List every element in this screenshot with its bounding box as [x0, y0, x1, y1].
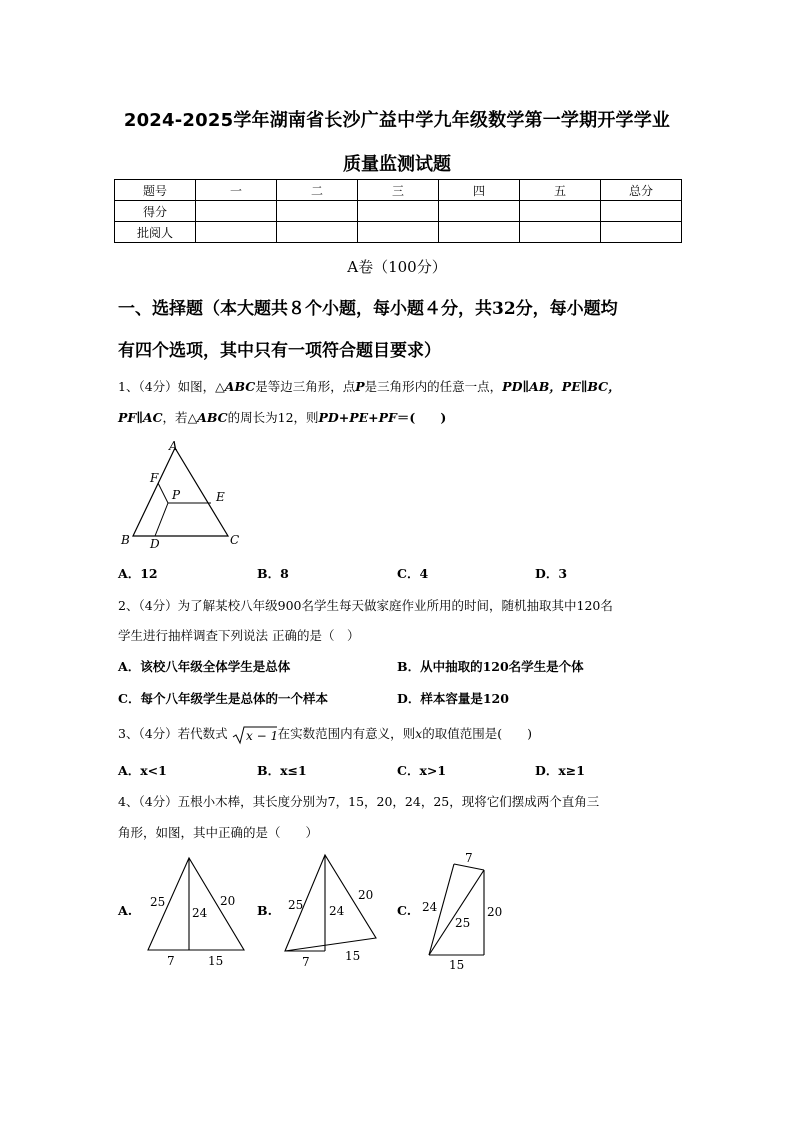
label-p: P — [172, 488, 181, 502]
score-cell: 四 — [439, 180, 520, 201]
grader-input-cell[interactable] — [196, 222, 277, 243]
label-b: B — [121, 533, 130, 547]
score-cell: 一 — [196, 180, 277, 201]
segment-pd — [155, 503, 168, 536]
q4-option-c[interactable]: C. — [397, 903, 412, 918]
figb-label-25: 25 — [288, 898, 304, 912]
q1-text-c: 是三角形内的任意一点， — [364, 379, 503, 394]
score-input-cell[interactable] — [601, 201, 682, 222]
q2-option-a[interactable]: A．该校八年级全体学生是总体 — [118, 659, 291, 674]
q1-text-f: ＝( ) — [396, 410, 447, 425]
q1-text-b: 是等边三角形，点 — [255, 379, 356, 394]
grader-input-cell[interactable] — [520, 222, 601, 243]
score-input-cell[interactable] — [196, 201, 277, 222]
q3-x: x — [415, 726, 423, 741]
label-a: A — [169, 439, 178, 453]
q4-option-b[interactable]: B. — [257, 903, 272, 918]
figb-label-15: 15 — [345, 949, 361, 963]
score-input-cell[interactable] — [277, 201, 358, 222]
grader-input-cell[interactable] — [358, 222, 439, 243]
q2-number: 2、（4分） — [118, 598, 178, 613]
q4-text: 五根小木棒，其长度分别为7，15，20，24，25，现将它们摆成两个直角三 — [177, 794, 600, 809]
label-d: D — [150, 537, 160, 551]
figb-label-7: 7 — [302, 955, 310, 969]
q3-line1 — [118, 724, 532, 745]
q1-triangle-2: △ABC — [187, 410, 228, 425]
q4-figure-a — [140, 850, 255, 972]
score-table-row-score — [115, 201, 682, 222]
q1-text-a: 如图， — [177, 379, 216, 394]
q4-line2: 角形，如图，其中正确的是（ ） — [118, 825, 319, 840]
q1-triangle-figure — [115, 436, 250, 551]
q1-option-a[interactable]: A．12 — [118, 566, 158, 581]
score-table — [114, 179, 682, 243]
q3-text-a: 若代数式 — [177, 726, 228, 741]
figc-label-7: 7 — [465, 851, 473, 865]
grader-input-cell[interactable] — [439, 222, 520, 243]
q1-option-b[interactable]: B．8 — [257, 566, 289, 581]
label-e: E — [216, 490, 225, 504]
q1-point-p: P — [355, 379, 365, 394]
label-c: C — [230, 533, 240, 547]
section-a-heading: A卷（100分） — [347, 258, 447, 276]
score-input-cell[interactable] — [520, 201, 601, 222]
q1-parallel-2: PF∥AC — [118, 410, 163, 425]
score-cell: 三 — [358, 180, 439, 201]
score-input-cell[interactable] — [358, 201, 439, 222]
q4-line1 — [118, 792, 599, 810]
q1-option-d[interactable]: D．3 — [535, 566, 568, 581]
q4-number: 4、（4分） — [118, 794, 178, 809]
grader-input-cell[interactable] — [277, 222, 358, 243]
q1-triangle: △ABC — [215, 379, 256, 394]
figb-label-24: 24 — [329, 904, 345, 918]
figc-label-25: 25 — [455, 916, 471, 930]
figc-label-15: 15 — [449, 958, 465, 972]
q3-option-b[interactable]: B．x≤1 — [257, 763, 307, 778]
score-input-cell[interactable] — [439, 201, 520, 222]
q3-option-a[interactable]: A．x<1 — [118, 763, 167, 778]
section-one-heading-line2: 有四个选项，其中只有一项符合题目要求） — [118, 341, 441, 361]
figa-label-15: 15 — [208, 954, 224, 968]
figc-label-20: 20 — [487, 905, 503, 919]
q1-line2 — [118, 408, 446, 426]
q4-figure-b — [278, 850, 388, 972]
q2-line2: 学生进行抽样调查下列说法 正确的是（ ） — [118, 628, 360, 643]
score-cell: 批阅人 — [115, 222, 196, 243]
q3-text-c: 的取值范围是( ) — [422, 726, 532, 741]
score-cell: 题号 — [115, 180, 196, 201]
score-cell: 二 — [277, 180, 358, 201]
q1-parallel: PD∥AB，PE∥BC， — [502, 379, 621, 394]
grader-input-cell[interactable] — [601, 222, 682, 243]
sqrt-expression — [232, 725, 278, 745]
q2-option-b[interactable]: B．从中抽取的120名学生是个体 — [397, 659, 584, 674]
q2-option-d[interactable]: D．样本容量是120 — [397, 691, 509, 706]
q1-number: 1、（4分） — [118, 379, 178, 394]
label-f: F — [150, 471, 159, 485]
q3-option-d[interactable]: D．x≥1 — [535, 763, 585, 778]
score-cell: 总分 — [601, 180, 682, 201]
q1-text-d: ，若 — [162, 410, 188, 425]
q4-option-a[interactable]: A. — [118, 903, 133, 918]
figa-label-24: 24 — [192, 906, 208, 920]
score-cell: 得分 — [115, 201, 196, 222]
sqrt-radicand: x − 1 — [245, 728, 278, 743]
section-one-heading-line1: 一、选择题（本大题共８个小题，每小题４分，共32分，每小题均 — [118, 299, 618, 319]
score-cell: 五 — [520, 180, 601, 201]
q3-text-b: 在实数范围内有意义，则 — [277, 726, 416, 741]
q1-expr: PD+PE+PF — [318, 410, 397, 425]
figb-label-20: 20 — [358, 888, 374, 902]
score-table-row-header — [115, 180, 682, 201]
segment-pf — [158, 483, 168, 503]
triangle-abc-shape — [133, 448, 228, 536]
q2-line1 — [118, 596, 613, 614]
q4-figure-c — [418, 848, 523, 973]
figa-label-7: 7 — [167, 954, 175, 968]
q3-number: 3、（4分） — [118, 726, 178, 741]
page-title-line2: 质量监测试题 — [343, 154, 451, 175]
score-table-row-grader — [115, 222, 682, 243]
figc-label-24: 24 — [422, 900, 438, 914]
sqrt-icon — [232, 725, 278, 745]
q1-text-e: 的周长为12，则 — [227, 410, 319, 425]
q3-option-c[interactable]: C．x>1 — [397, 763, 447, 778]
q1-option-c[interactable]: C．4 — [397, 566, 429, 581]
q2-text: 为了解某校八年级900名学生每天做家庭作业所用的时间，随机抽取其中120名 — [177, 598, 613, 613]
q1-line1 — [118, 377, 621, 395]
figa-label-25: 25 — [150, 895, 166, 909]
page-title-line1: 2024-2025学年湖南省长沙广益中学九年级数学第一学期开学学业 — [123, 110, 671, 131]
q2-option-c[interactable]: C．每个八年级学生是总体的一个样本 — [118, 691, 328, 706]
figa-label-20: 20 — [220, 894, 236, 908]
